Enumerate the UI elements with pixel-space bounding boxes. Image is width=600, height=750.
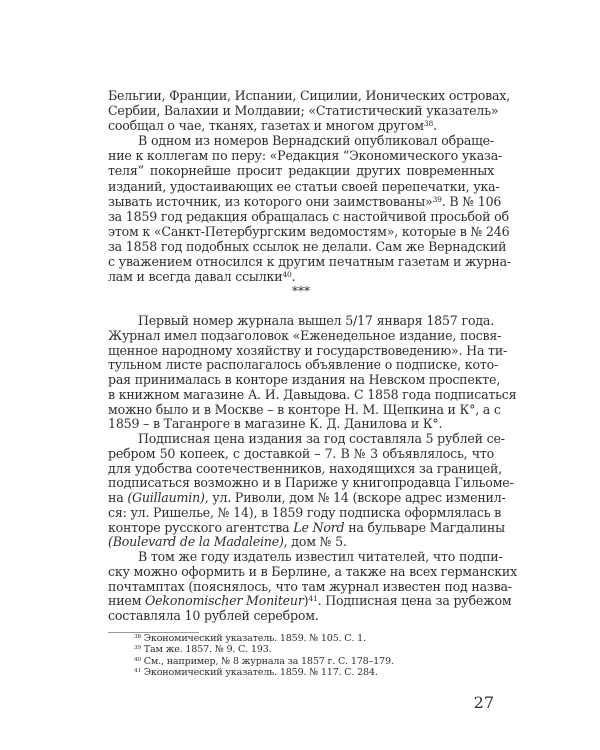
text-line [108,519,505,536]
text-span: ску можно оформить и в Берлине, а также на всех германских [108,563,518,579]
text-span: этом к «Санкт-Петербургским ведомостям», которые в № 246 [108,223,510,239]
text-line [108,314,494,329]
text-line [108,609,494,624]
text-span: зывать источник, из которого они заимствованы» [108,193,433,209]
text-line [108,593,512,609]
footnote-number: 41 [134,668,141,675]
text-span: В одном из номеров Вернадский опубликовал обраще- [138,133,494,149]
text-span: на бульваре Магдалины [344,519,505,535]
text-line [108,208,509,224]
text-line [108,386,517,403]
footnote-text: Экономический указатель. 1859. № 105. С. 1. [140,633,366,644]
text-span: нием [108,593,146,609]
text-line [108,327,502,344]
text-span: . [433,118,437,134]
text-line [108,103,499,119]
text-span: в книжном магазине А. И. Давыдова. С 1858 года подписаться [108,386,517,402]
text-line [108,342,508,359]
text-line [108,133,494,148]
text-span: . Подписная цена за рубежом [317,593,512,609]
text-span: тульном листе располагалось объявление о подписке, кото- [108,357,499,373]
text-span: ребром 50 копеек, с доставкой – 7. В № 3 объявлялось, что [108,445,494,461]
footnote [134,644,394,655]
text-span: Подписная цена издания за год составляла 5 рублей се- [138,431,505,446]
text-span: Oekonomischer Moniteur [145,593,304,609]
text-line [108,460,502,477]
body-text-section-2 [108,313,518,624]
text-span: (Guillaumin) [127,490,205,505]
footnote-text: См., например, № 8 журнала за 1857 г. С. 178–179. [140,655,394,667]
text-line [108,490,506,506]
text-span: (Boulevard de la Madaleine) [108,534,284,550]
text-span: , ул. Риволи, дом № 14 (вскоре адрес изменил- [204,490,506,505]
text-line [108,417,494,432]
footnote-ref: 41 [308,594,318,604]
text-span: В том же году издатель известил читателей, что подпи- [138,549,503,564]
text-span: Журнал имел подзаголовок «Еженедельное издание, посвя- [108,327,502,343]
text-span: подписаться возможно и в Париже у книгопродавца Гильоме- [108,475,514,491]
text-line [108,549,503,565]
text-span: ние к коллегам по перу: «Редакция “Экономического указа- [108,148,503,164]
text-span: рая принималась в конторе издания на Невском проспекте, [108,372,501,387]
footnote-number: 39 [134,645,141,652]
footnote-ref: 40 [282,269,292,279]
text-line [108,431,505,447]
footnote [134,633,394,644]
footnote-ref: 39 [432,194,442,204]
text-line [108,118,494,133]
footnote [134,667,394,678]
text-span: для удобства соотечественников, находящихся за границей, [108,460,502,476]
footnote-text: Экономический указатель. 1859. № 117. С. 284. [140,667,378,679]
text-span: Le Nord [293,519,345,535]
footnotes [134,633,394,679]
text-span: конторе русского агентства [108,519,294,535]
text-line [108,238,507,254]
footnote-ref: 38 [423,119,434,129]
text-span: можно было и в Москве – в конторе Н. М. Щепкина и К°, а с [108,401,501,417]
body-text-section-1 [108,88,511,285]
text-span: Сербии, Валахии и Молдавии; «Статистический указатель» [108,103,499,119]
text-line [108,269,494,284]
text-line [108,563,518,580]
text-span: . В № 106 [441,193,502,209]
text-span: сообщал о чае, тканях, газетах и многом другом [108,118,424,134]
text-line [108,401,501,418]
footnote [134,656,394,667]
text-span: , дом № 5. [283,534,347,550]
text-line [108,148,503,164]
text-line [108,535,494,550]
text-span: за 1859 год редакция обращалась с настойчивой просьбой об [108,208,509,224]
text-span: . [291,269,296,285]
text-line [108,254,511,270]
text-span: на [108,490,128,505]
text-line [108,163,494,178]
text-span: изданий, удостаивающих ее статьи своей перепечатки, ука- [108,178,500,194]
text-line [108,447,494,462]
page-number: 27 [473,693,494,712]
text-line [108,372,501,388]
footnote-number: 38 [134,633,141,640]
text-line [108,504,502,521]
text-span: Бельгии, Франции, Испании, Сицилии, Ионических островах, [108,88,511,103]
footnote-number: 40 [134,656,141,663]
footnote-text: Там же. 1857. № 9. С. 193. [140,644,272,656]
text-line [108,475,514,491]
text-line [108,88,511,103]
text-line [108,223,510,239]
text-span: за 1858 год подобных ссылок не делали. Сам же Вернадский [108,238,507,254]
text-span: щенное народному хозяйству и государствоведению». На ти- [108,342,508,358]
text-line [108,578,512,595]
text-span: почтамптах (пояснялось, что там журнал известен под назва- [108,578,512,594]
text-span: теля” покорнейше просит редакции других повременных [108,163,494,179]
section-separator: *** [292,284,310,298]
text-line [108,193,502,209]
text-span: с уважением относился к другим печатным газетам и журна- [108,254,511,270]
text-span: 1859 – в Таганроге в магазине К. Д. Данилова и К°. [108,416,443,432]
text-span: ) [303,593,309,609]
text-span: Первый номер журнала вышел 5/17 января 1857 года. [138,313,494,328]
text-line [108,357,499,373]
text-span: ся: ул. Ришелье, № 14), в 1859 году подписка оформлялась в [108,504,502,520]
text-line [108,178,500,194]
text-span: лам и всегда давал ссылки [108,269,283,285]
text-span: составляла 10 рублей серебром. [108,608,319,623]
